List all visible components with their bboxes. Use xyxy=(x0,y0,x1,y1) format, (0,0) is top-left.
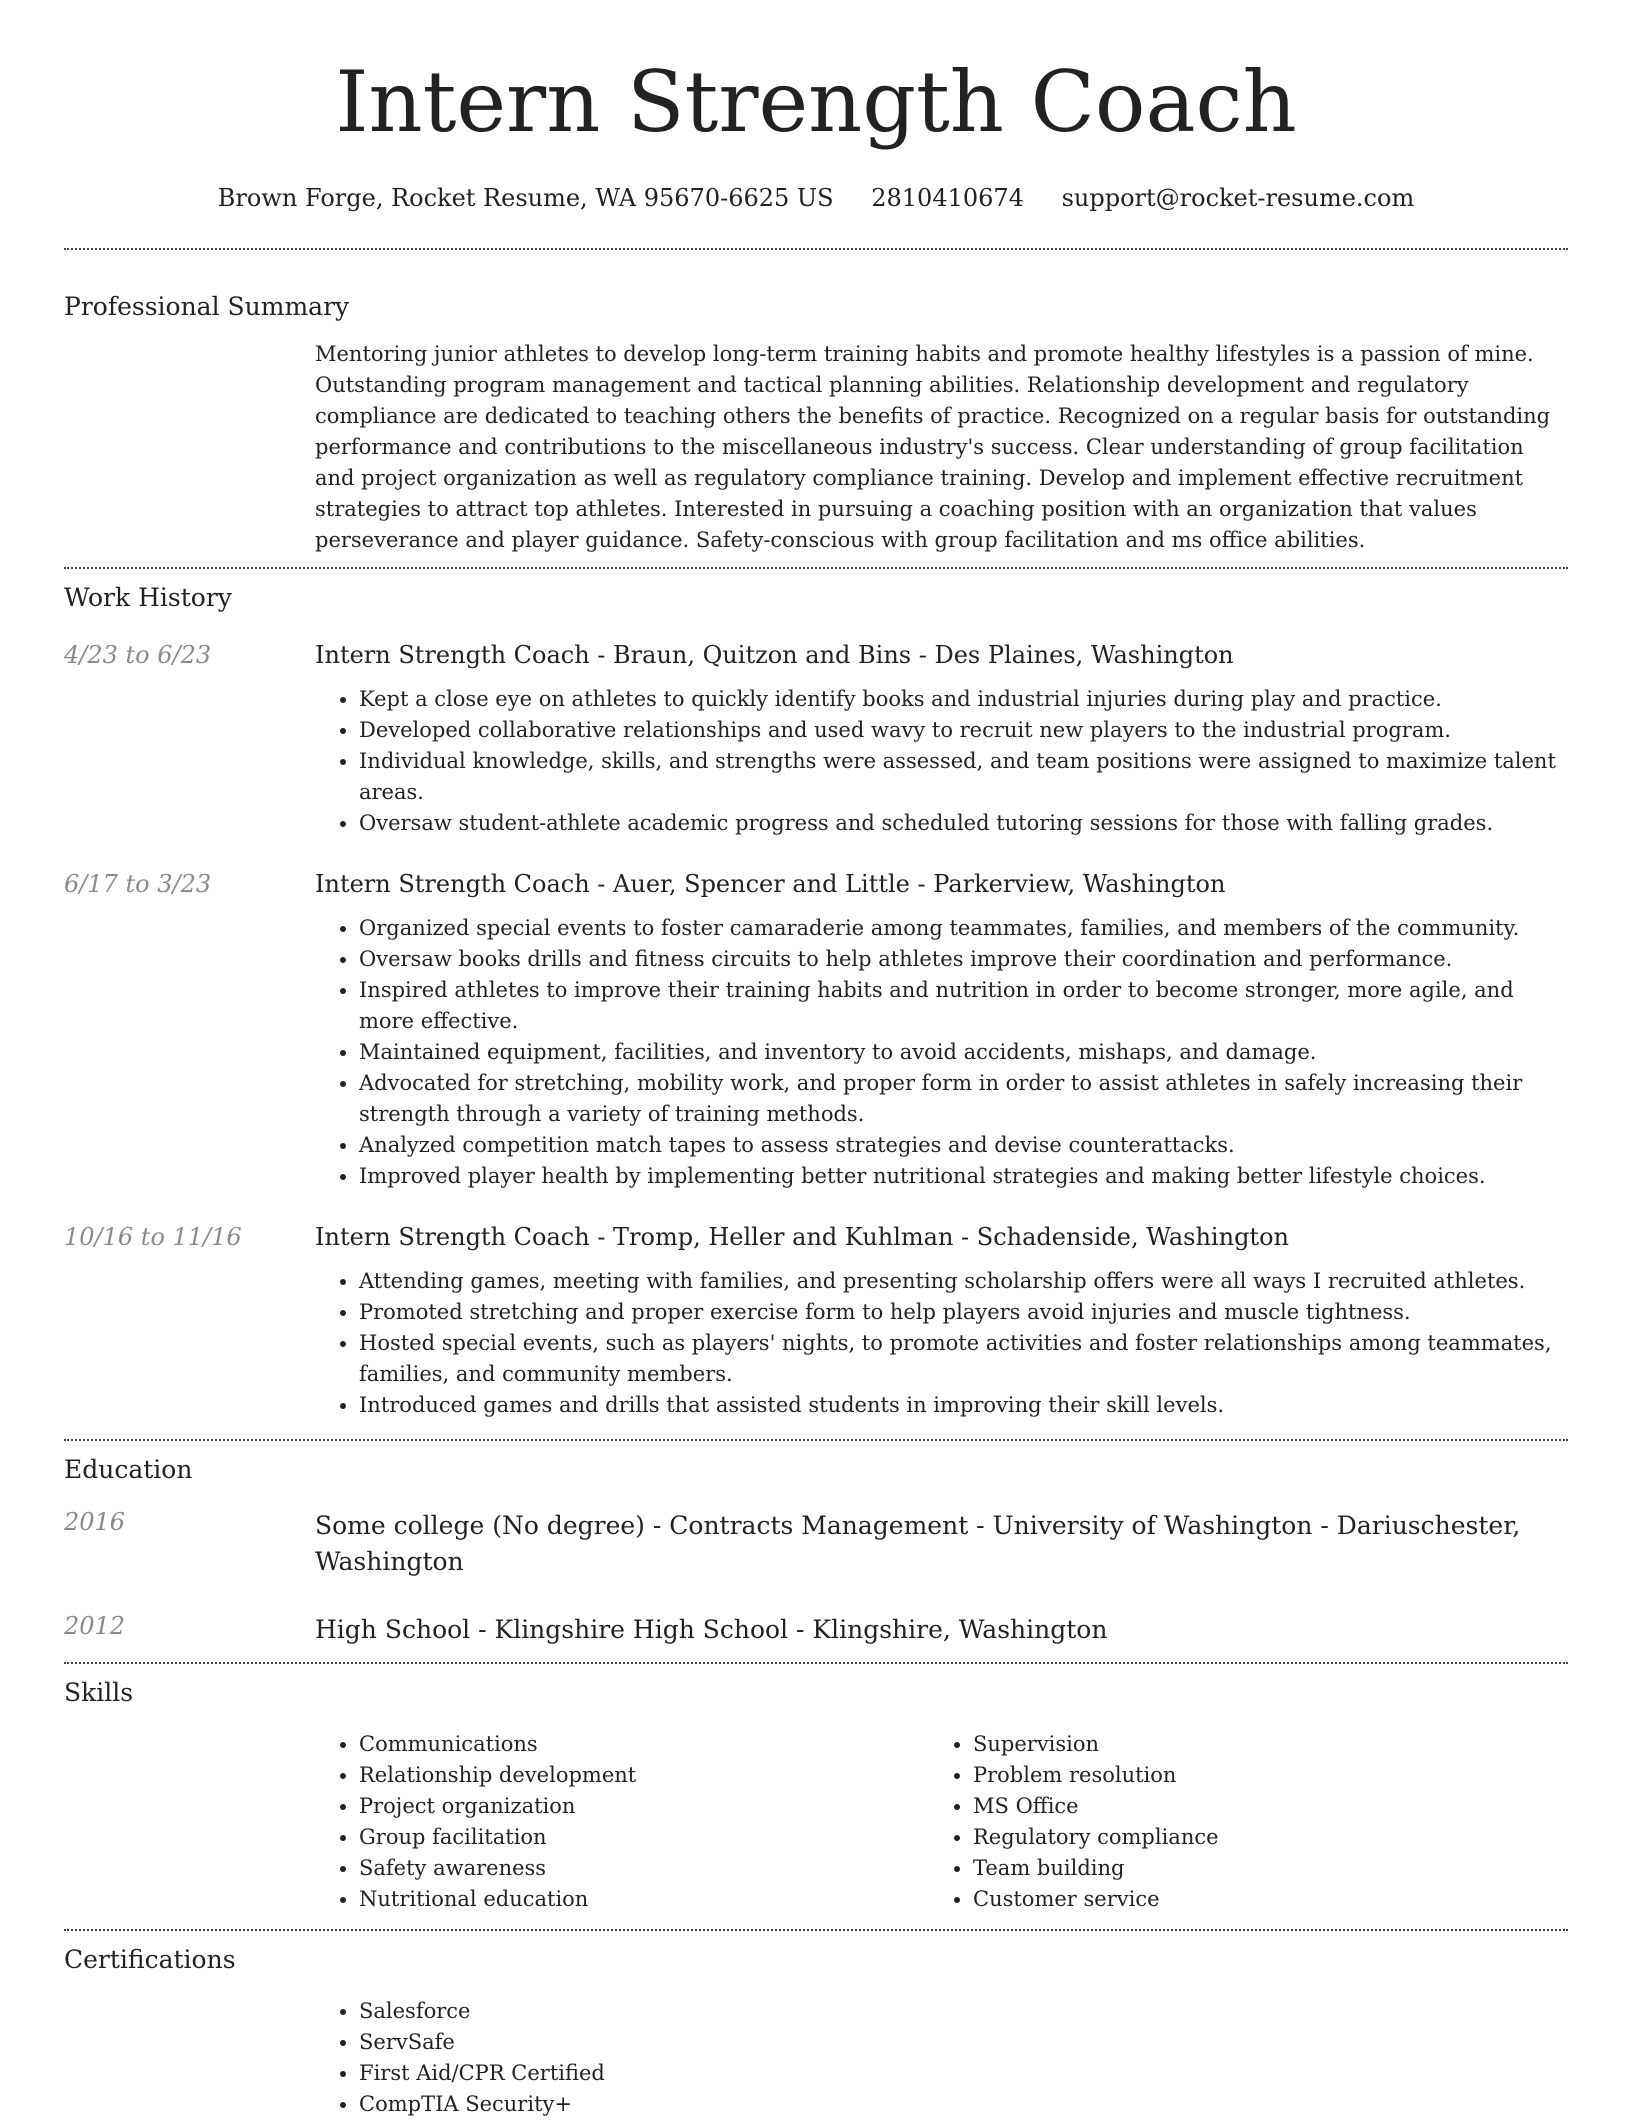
skill-item: • Regulatory compliance xyxy=(973,1822,1543,1853)
job-bullet-list xyxy=(315,684,1568,839)
job-bullet: • Inspired athletes to improve their training habits and nutrition in order to become stronger, more agile, and more effective. xyxy=(359,975,1568,1037)
certification-item: • ServSafe xyxy=(359,2027,1568,2058)
skills-list-left xyxy=(315,1729,929,1915)
education-heading: Education xyxy=(64,1455,193,1484)
skill-item: • Safety awareness xyxy=(359,1853,929,1884)
job-bullet: • Developed collaborative relationships and used wavy to recruit new players to the industrial program. xyxy=(359,715,1568,746)
job-bullet: • Introduced games and drills that assisted students in improving their skill levels. xyxy=(359,1390,1568,1421)
skill-item: • Project organization xyxy=(359,1791,929,1822)
job-title: Intern Strength Coach - Braun, Quitzon and Bins - Des Plaines, Washington xyxy=(315,641,1234,669)
skill-item: • Relationship development xyxy=(359,1760,929,1791)
certification-item: • First Aid/CPR Certified xyxy=(359,2058,1568,2089)
work-history-heading: Work History xyxy=(64,583,232,612)
job-entry xyxy=(64,1220,1568,1421)
certification-item: • Salesforce xyxy=(359,1996,1568,2027)
job-bullet: • Improved player health by implementing better nutritional strategies and making better lifestyle choices. xyxy=(359,1161,1568,1192)
certifications-heading: Certifications xyxy=(64,1945,236,1974)
certifications-list xyxy=(315,1996,1568,2120)
job-bullet: • Oversaw books drills and fitness circuits to help athletes improve their coordination and performance. xyxy=(359,944,1568,975)
contact-phone: 2810410674 xyxy=(871,184,1024,212)
job-header-row xyxy=(64,1220,1568,1421)
job-bullet: • Kept a close eye on athletes to quickly identify books and industrial injuries during play and practice. xyxy=(359,684,1568,715)
summary-heading: Professional Summary xyxy=(64,292,350,321)
job-bullet: • Individual knowledge, skills, and strengths were assessed, and team positions were assigned to maximize talent areas. xyxy=(359,746,1568,808)
education-year: 2016 xyxy=(64,1508,126,1536)
certifications-row xyxy=(64,1974,1568,2120)
job-bullet: • Promoted stretching and proper exercise form to help players avoid injuries and muscle tightness. xyxy=(359,1297,1568,1328)
skill-item: • Supervision xyxy=(973,1729,1543,1760)
skill-item: • Communications xyxy=(359,1729,929,1760)
job-header-row xyxy=(64,867,1568,1192)
job-title: Intern Strength Coach - Auer, Spencer and Little - Parkerview, Washington xyxy=(315,870,1226,898)
contact-line xyxy=(64,184,1568,212)
skills-heading: Skills xyxy=(64,1678,134,1707)
contact-address: Brown Forge, Rocket Resume, WA 95670-6625 US xyxy=(217,184,834,212)
education-entry xyxy=(64,1612,1568,1648)
contact-email: support@rocket-resume.com xyxy=(1061,184,1415,212)
job-bullet: • Advocated for stretching, mobility work, and proper form in order to assist athletes in safely increasing their strength through a variety of training methods. xyxy=(359,1068,1568,1130)
education-year: 2012 xyxy=(64,1612,126,1640)
education-title: High School - Klingshire High School - Klingshire, Washington xyxy=(315,1615,1108,1644)
job-bullet: • Organized special events to foster camaraderie among teammates, families, and members of the community. xyxy=(359,913,1568,944)
section-divider xyxy=(64,248,1568,250)
section-divider xyxy=(64,1929,1568,1931)
job-dates: 4/23 to 6/23 xyxy=(64,641,212,669)
job-entry xyxy=(64,867,1568,1192)
candidate-name: Intern Strength Coach xyxy=(335,53,1297,151)
skill-item: • MS Office xyxy=(973,1791,1543,1822)
job-dates: 10/16 to 11/16 xyxy=(64,1223,242,1251)
section-divider xyxy=(64,1662,1568,1664)
job-header-row xyxy=(64,638,1568,839)
section-divider xyxy=(64,567,1568,569)
skills-row xyxy=(64,1707,1568,1929)
job-bullet: • Analyzed competition match tapes to assess strategies and devise counterattacks. xyxy=(359,1130,1568,1161)
work-history-list xyxy=(64,638,1568,1421)
job-title: Intern Strength Coach - Tromp, Heller and Kuhlman - Schadenside, Washington xyxy=(315,1223,1289,1251)
job-bullet-list xyxy=(315,913,1568,1192)
job-entry xyxy=(64,638,1568,839)
skill-item: • Problem resolution xyxy=(973,1760,1543,1791)
section-divider xyxy=(64,1439,1568,1441)
job-bullet: • Attending games, meeting with families, and presenting scholarship offers were all ways I recruited athletes. xyxy=(359,1266,1568,1297)
job-dates: 6/17 to 3/23 xyxy=(64,870,212,898)
skills-columns xyxy=(315,1729,1568,1915)
job-bullet: • Oversaw student-athlete academic progress and scheduled tutoring sessions for those with falling grades. xyxy=(359,808,1568,839)
job-bullet: • Hosted special events, such as players' nights, to promote activities and foster relationships among teammates, families, and community members. xyxy=(359,1328,1568,1390)
summary-row xyxy=(64,321,1568,567)
skill-item: • Group facilitation xyxy=(359,1822,929,1853)
skills-list-right xyxy=(929,1729,1543,1915)
certification-item: • CompTIA Security+ xyxy=(359,2089,1568,2120)
summary-text: Mentoring junior athletes to develop long-term training habits and promote healthy lifestyles is a passion of mine. Outstanding program management and tactical planning abilities. Relationship development and regulatory compliance are dedicated to teaching others the benefits of practice. Recognized on a regular basis for outstanding performance and contributions to the miscellaneous industry's success. Clear understanding of group facilitation and project organization as well as regulatory compliance training. Develop and implement effective recruitment strategies to attract top athletes. Interested in pursuing a coaching position with an organization that values perseverance and player guidance. Safety-conscious with group facilitation and ms office abilities. xyxy=(315,342,1551,552)
education-title: Some college (No degree) - Contracts Management - University of Washington - Dariuschester, Washington xyxy=(315,1511,1521,1576)
job-bullet-list xyxy=(315,1266,1568,1421)
skill-item: • Customer service xyxy=(973,1884,1543,1915)
skill-item: • Nutritional education xyxy=(359,1884,929,1915)
skill-item: • Team building xyxy=(973,1853,1543,1884)
resume-page xyxy=(64,0,1568,2120)
education-entry xyxy=(64,1508,1568,1580)
job-bullet: • Maintained equipment, facilities, and inventory to avoid accidents, mishaps, and damage. xyxy=(359,1037,1568,1068)
